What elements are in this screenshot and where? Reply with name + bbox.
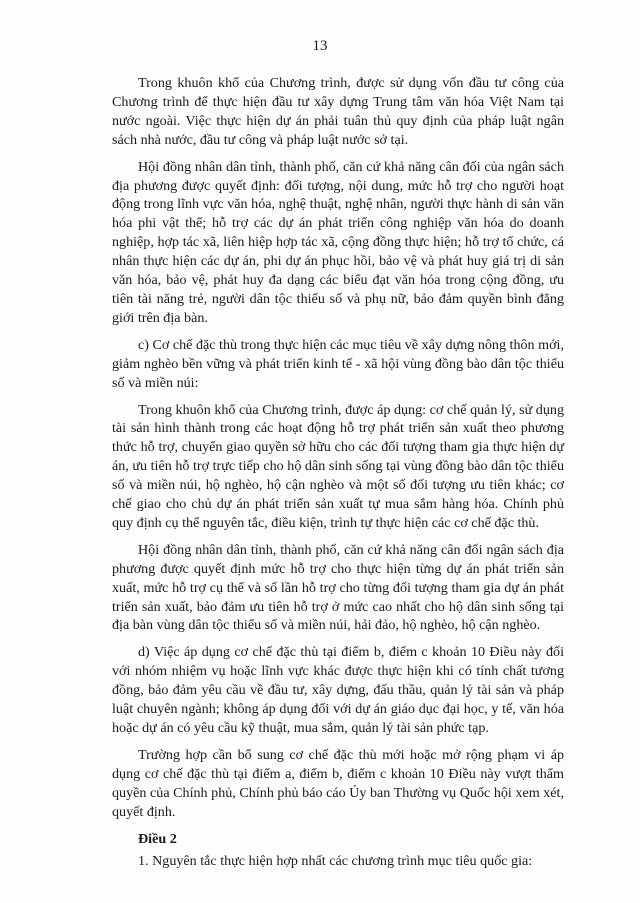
- paragraph-point-c-special-mechanism: c) Cơ chế đặc thù trong thực hiện các mục tiêu về xây dựng nông thôn mới, giảm nghèo bền vững và phát triển kinh tế - xã hội vùng đồng bào dân tộc thiểu số và miền núi:: [112, 336, 564, 391]
- paragraph-cultural-center-investment: Trong khuôn khổ của Chương trình, được sử dụng vốn đầu tư công của Chương trình để thực hiện đầu tư xây dựng Trung tâm văn hóa Việt Nam tại nước ngoài. Việc thực hiện dự án phải tuân thủ quy định của pháp luật ngân sách nhà nước, đầu tư công và pháp luật nước sở tại.: [112, 75, 564, 148]
- paragraph-point-d-application: d) Việc áp dụng cơ chế đặc thù tại điểm b, điểm c khoản 10 Điều này đối với nhóm nhiệm vụ hoặc lĩnh vực khác được thực hiện khi có tính chất tương đồng, bảo đảm yêu cầu về đầu tư, xây dựng, đấu thầu, quản lý tài sản và pháp luật chuyên ngành; không áp dụng đối với dự án giáo dục đại học, y tế, văn hóa hoặc dự án có yêu cầu kỹ thuật, mua sắm, quản lý tài sản phức tạp.: [112, 644, 564, 736]
- paragraph-provincial-council-production-support: Hội đồng nhân dân tỉnh, thành phố, căn cứ khả năng cân đối ngân sách địa phương được quyết định mức hỗ trợ cho thực hiện từng dự án phát triển sản xuất, mức hỗ trợ cụ thể và số lần hỗ trợ cho từng đối tượng tham gia dự án phát triển sản xuất, bảo đảm ưu tiên hỗ trợ ở mức cao nhất cho hộ dân sinh sống tại địa bàn vùng dân tộc thiểu số và miền núi, hải đảo, hộ nghèo, hộ cận nghèo.: [112, 541, 564, 634]
- page-number: 13: [312, 38, 328, 54]
- paragraph-article-2-clause-1: 1. Nguyên tắc thực hiện hợp nhất các chương trình mục tiêu quốc gia:: [138, 853, 533, 870]
- document-body: [112, 74, 564, 879]
- paragraph-asset-management-mechanism: Trong khuôn khổ của Chương trình, được áp dụng: cơ chế quản lý, sử dụng tài sản hình thành trong các hoạt động hỗ trợ phát triển sản xuất theo phương thức hỗ trợ, chuyển giao quyền sở hữu cho các đối tượng tham gia thực hiện dự án, ưu tiên hỗ trợ trực tiếp cho hộ dân sinh sống tại vùng đồng bào dân tộc thiểu số và miền núi, hộ nghèo, hộ cận nghèo và một số đối tượng ưu tiên khác; cơ chế giao cho chủ dự án phát triển sản xuất tự mua sắm hàng hóa. Chính phủ quy định cụ thể nguyên tắc, điều kiện, trình tự thực hiện các cơ chế đặc thù.: [112, 401, 564, 531]
- paragraph-supplementary-mechanism: Trường hợp cần bổ sung cơ chế đặc thù mới hoặc mở rộng phạm vi áp dụng cơ chế đặc thù tại điểm a, điểm b, điểm c khoản 10 Điều này vượt thẩm quyền của Chính phủ, Chính phủ báo cáo Ủy ban Thường vụ Quốc hội xem xét, quyết định.: [112, 746, 564, 820]
- article-heading: Điều 2: [138, 830, 177, 847]
- paragraph-provincial-council-culture-support: Hội đồng nhân dân tỉnh, thành phố, căn cứ khả năng cân đối của ngân sách địa phương được quyết định: đối tượng, nội dung, mức hỗ trợ cho người hoạt động trong lĩnh vực văn hóa, nghệ thuật, nghệ nhân, người thực hành di sản văn hóa phi vật thể; hỗ trợ các dự án phát triển công nghiệp văn hóa do doanh nghiệp, hợp tác xã, liên hiệp hợp tác xã, cộng đồng thực hiện; hỗ trợ tổ chức, cá nhân thực hiện các dự án, phi dự án phục hồi, bảo vệ và phát huy giá trị di sản văn hóa, bảo vệ, phát huy đa dạng các biểu đạt văn hóa trong cộng đồng, ưu tiên tài năng trẻ, người dân tộc thiểu số và phụ nữ, bảo đảm quyền bình đẳng giới trên địa bàn.: [112, 158, 564, 326]
